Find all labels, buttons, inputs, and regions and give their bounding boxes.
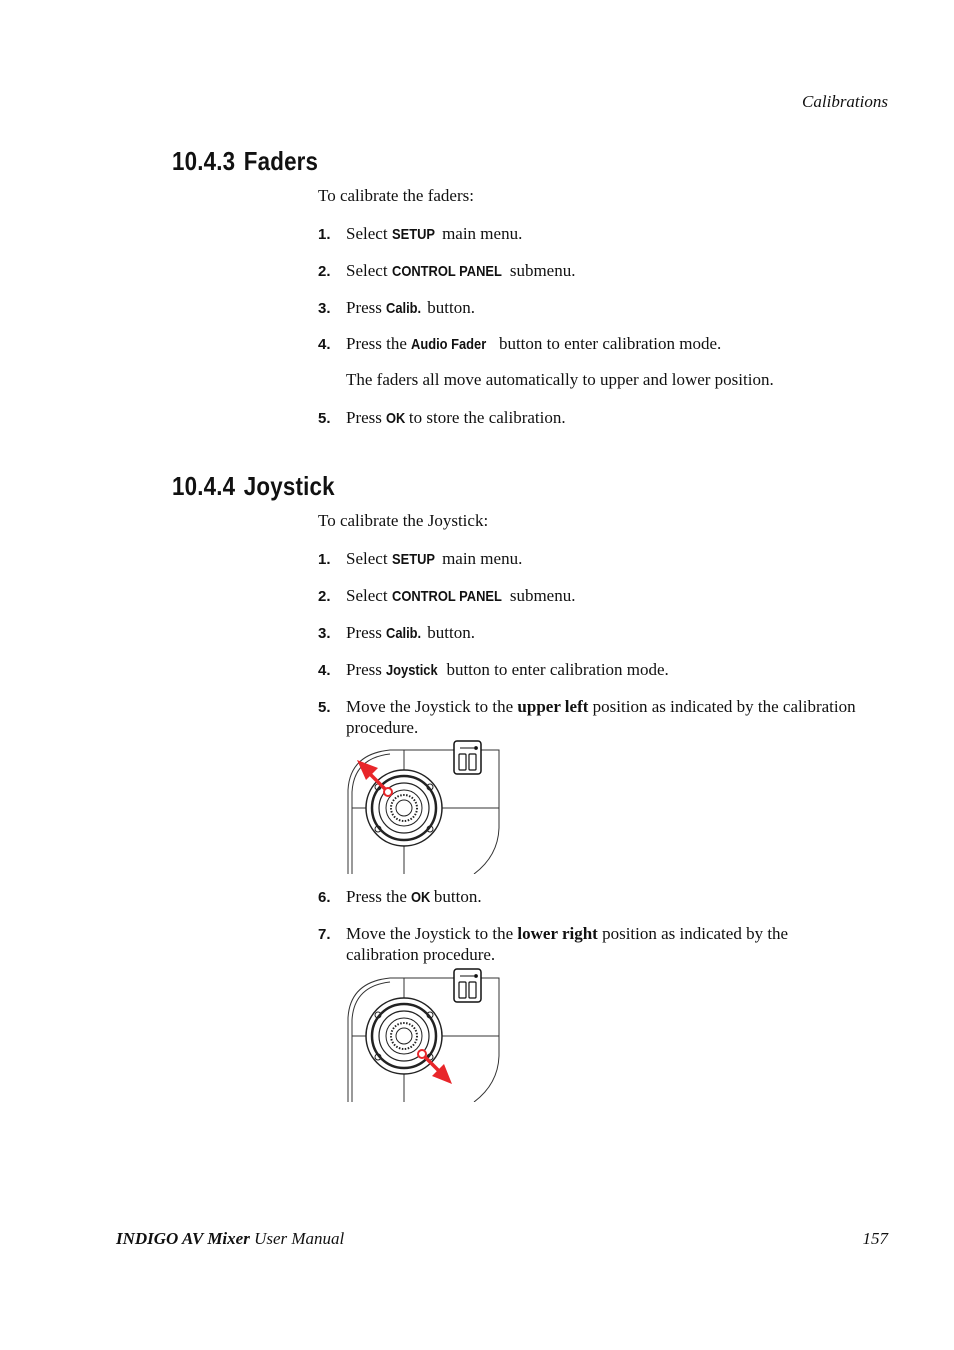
step-text: button to enter calibration mode. xyxy=(442,660,669,679)
step-text: Select xyxy=(346,549,392,568)
section-name: Joystick xyxy=(243,471,335,501)
section-number: 10.4.4 xyxy=(172,471,236,501)
step-text: Select xyxy=(346,586,392,605)
product-name: INDIGO AV Mixer xyxy=(116,1229,250,1248)
step-text: Press xyxy=(346,408,387,427)
faders-step-2 xyxy=(318,260,858,282)
manual-label: User Manual xyxy=(249,1229,345,1248)
joystick-step-7 xyxy=(318,923,858,965)
ui-label: Calib. xyxy=(386,625,422,642)
faders-step-5 xyxy=(318,407,858,429)
section-number: 10.4.3 xyxy=(172,146,236,176)
step-number: 2. xyxy=(318,263,331,280)
ui-label: Calib. xyxy=(386,300,422,317)
step-number: 1. xyxy=(318,551,331,568)
step-number: 4. xyxy=(318,662,331,679)
joystick-step-5 xyxy=(318,696,858,738)
step-text: button. xyxy=(423,298,475,317)
joystick-step-3 xyxy=(318,622,858,644)
step-number: 5. xyxy=(318,699,331,716)
step-number: 4. xyxy=(318,336,331,353)
ui-label: CONTROL PANEL xyxy=(391,588,502,605)
step-text: button to enter calibration mode. xyxy=(494,334,722,353)
step-number: 2. xyxy=(318,588,331,605)
step-text: main menu. xyxy=(437,224,523,243)
step-text: position as indicated by the calibration procedure. xyxy=(346,924,789,964)
joystick-upper-left-diagram xyxy=(346,738,506,874)
section-title-faders xyxy=(172,146,318,177)
step-text: Select xyxy=(346,261,392,280)
joystick-step-2 xyxy=(318,585,858,607)
step-number: 5. xyxy=(318,410,331,427)
running-head: Calibrations xyxy=(802,92,888,111)
step-text: Select xyxy=(346,224,392,243)
joystick-step-6 xyxy=(318,886,858,908)
step-text: Move the Joystick to the xyxy=(346,924,518,943)
faders-note: The faders all move automatically to upper and lower position. xyxy=(346,370,774,389)
step-text: to store the calibration. xyxy=(404,408,566,427)
step-text: button. xyxy=(429,887,482,906)
ui-label: SETUP xyxy=(391,551,435,568)
step-text: main menu. xyxy=(437,549,523,568)
ui-label: CONTROL PANEL xyxy=(391,263,502,280)
ui-label: Audio Fader xyxy=(411,336,487,353)
faders-intro: To calibrate the faders: xyxy=(318,186,474,205)
joystick-step-1 xyxy=(318,548,858,570)
step-number: 3. xyxy=(318,625,331,642)
step-text: Press the xyxy=(346,334,412,353)
usb-port-icon xyxy=(454,741,481,774)
step-text: Press the xyxy=(346,887,412,906)
emphasis: lower right xyxy=(517,924,598,943)
ui-label: SETUP xyxy=(391,226,435,243)
step-text: Press xyxy=(346,298,387,317)
faders-step-4 xyxy=(318,333,858,355)
step-number: 7. xyxy=(318,926,331,943)
faders-step-1 xyxy=(318,223,858,245)
step-text: submenu. xyxy=(505,586,576,605)
step-text: submenu. xyxy=(505,261,576,280)
section-title-joystick xyxy=(172,471,335,502)
ui-label: OK xyxy=(386,410,406,427)
emphasis: upper left xyxy=(517,697,589,716)
ui-label: OK xyxy=(411,889,431,906)
footer-title xyxy=(116,1229,344,1249)
step-text: Press xyxy=(346,623,387,642)
step-text: Move the Joystick to the xyxy=(346,697,518,716)
joystick-lower-right-diagram xyxy=(346,966,506,1102)
step-number: 3. xyxy=(318,300,331,317)
page-number: 157 xyxy=(862,1229,888,1248)
step-text: position as indicated by the calibration procedure. xyxy=(346,697,856,737)
joystick-step-4 xyxy=(318,659,858,681)
ui-label: Joystick xyxy=(386,662,438,679)
step-number: 1. xyxy=(318,226,331,243)
usb-port-icon xyxy=(454,969,481,1002)
section-name: Faders xyxy=(243,146,319,176)
step-number: 6. xyxy=(318,889,331,906)
joystick-intro: To calibrate the Joystick: xyxy=(318,511,489,530)
step-text: Press xyxy=(346,660,387,679)
faders-step-3 xyxy=(318,297,858,319)
step-text: button. xyxy=(423,623,475,642)
